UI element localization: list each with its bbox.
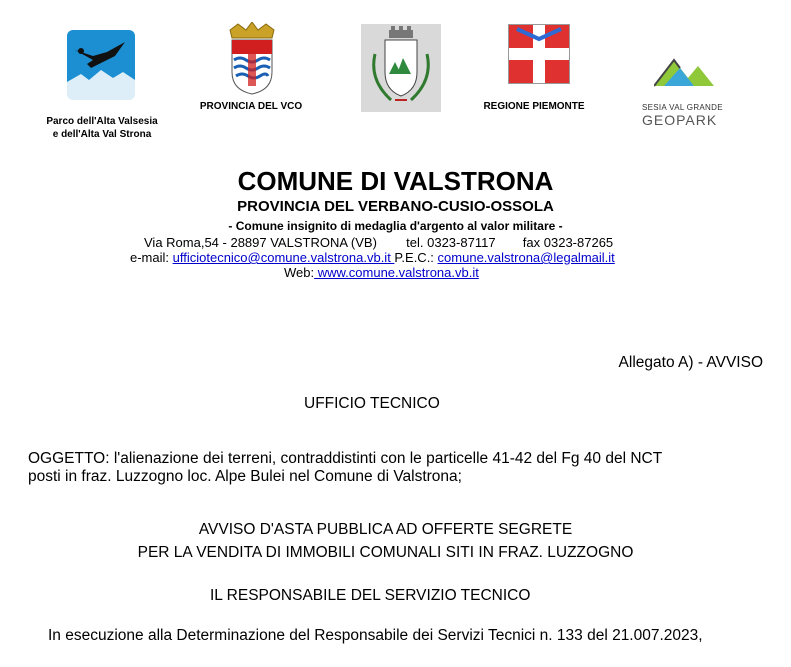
web-line [284,265,479,280]
provincia-crest [226,22,278,96]
email-line [130,250,615,265]
parco-caption [40,115,164,141]
comune-crest [361,24,441,112]
pec-label: P.E.C.: [394,250,438,265]
flag-icon [509,25,569,83]
eagle-icon [67,30,135,100]
crest-icon [226,22,278,96]
email-label: e-mail: [130,250,173,265]
crest-icon [361,24,441,112]
geopark-caption-bottom: GEOPARK [642,112,718,128]
province-subtitle: PROVINCIA DEL VERBANO-CUSIO-OSSOLA [237,198,554,215]
geopark-caption [642,103,732,128]
pec-link[interactable]: comune.valstrona@legalmail.it [437,250,615,265]
avviso-title-line1: AVVISO D'ASTA PUBBLICA AD OFFERTE SEGRETE [198,521,573,538]
geopark-caption-top: SESIA VAL GRANDE [642,103,723,112]
parco-caption-line1: Parco dell'Alta Valsesia [46,116,158,127]
provincia-caption: PROVINCIA DEL VCO [199,101,303,112]
ufficio-heading: UFFICIO TECNICO [304,395,440,412]
web-link[interactable]: www.comune.valstrona.vb.it [314,265,479,280]
avviso-title-line2: PER LA VENDITA DI IMMOBILI COMUNALI SITI IN FRAZ. LUZZOGNO [137,544,634,561]
telephone: tel. 0323-87117 [406,235,496,250]
oggetto-line1: OGGETTO: l'alienazione dei terreni, contraddistinti con le particelle 41-42 del Fg 40 del NCT [28,450,663,467]
parco-caption-line2: e dell'Alta Val Strona [52,129,152,140]
web-label: Web: [284,265,315,280]
geopark-logo [654,54,714,90]
fax: fax 0323-87265 [522,235,614,250]
mountain-icon [654,54,714,90]
esecuzione-paragraph: In esecuzione alla Determinazione del Responsabile dei Servizi Tecnici n. 133 del 21.007.2023, [48,627,703,644]
motto-line: - Comune insignito di medaglia d'argento al valor militare - [228,219,563,233]
address: Via Roma,54 - 28897 VALSTRONA (VB) [144,235,377,250]
allegato-label: Allegato A) - AVVISO [618,354,763,371]
parco-logo [67,30,135,100]
oggetto-line2: posti in fraz. Luzzogno loc. Alpe Bulei nel Comune di Valstrona; [28,468,462,485]
regione-flag [508,24,570,84]
email-link[interactable]: ufficiotecnico@comune.valstrona.vb.it [172,250,395,265]
regione-caption: REGIONE PIEMONTE [483,101,585,112]
page-title: COMUNE DI VALSTRONA [237,166,554,196]
address-line [144,235,613,250]
oggetto-paragraph [28,450,764,486]
responsabile-heading: IL RESPONSABILE DEL SERVIZIO TECNICO [210,587,531,604]
